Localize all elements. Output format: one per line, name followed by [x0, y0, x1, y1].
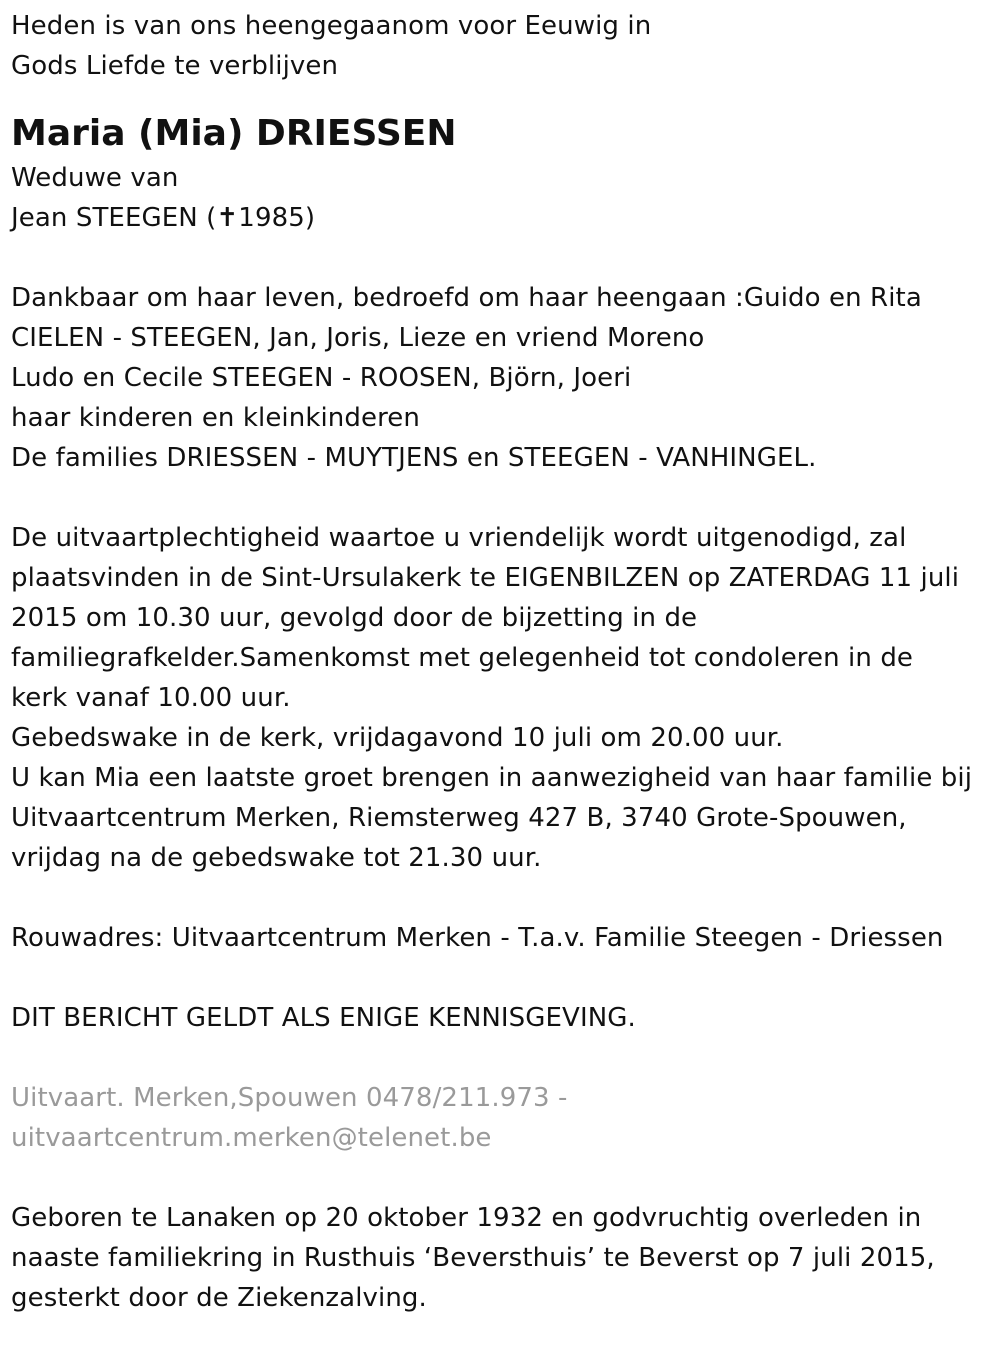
ceremony-line: De uitvaartplechtigheid waartoe u vriendelijk wordt uitgenodigd, zal [11, 523, 907, 553]
ceremony-line: kerk vanaf 10.00 uur. [11, 683, 291, 713]
spacer [11, 238, 991, 278]
ceremony-line: U kan Mia een laatste groet brengen in aanwezigheid van haar familie bij [11, 763, 973, 793]
family-line: haar kinderen en kleinkinderen [11, 403, 420, 433]
ceremony-line: plaatsvinden in de Sint-Ursulakerk te EIGENBILZEN op ZATERDAG 11 juli [11, 563, 960, 593]
birth-line: Geboren te Lanaken op 20 oktober 1932 en godvruchtig overleden in [11, 1203, 922, 1233]
ceremony-line: vrijdag na de gebedswake tot 21.30 uur. [11, 843, 542, 873]
family-line: Dankbaar om haar leven, bedroefd om haar heengaan :Guido en Rita [11, 283, 922, 313]
mourning-address: Rouwadres: Uitvaartcentrum Merken - T.a.v. Familie Steegen - Driessen [11, 923, 944, 953]
deceased-name: Maria (Mia) DRIESSEN [11, 113, 457, 154]
family-line: De families DRIESSEN - MUYTJENS en STEEGEN - VANHINGEL. [11, 443, 817, 473]
official-notice: DIT BERICHT GELDT ALS ENIGE KENNISGEVING. [11, 1003, 636, 1033]
funeral-home-email: uitvaartcentrum.merken@telenet.be [11, 1123, 492, 1153]
ceremony-line: Gebedswake in de kerk, vrijdagavond 10 juli om 20.00 uur. [11, 723, 784, 753]
spacer [11, 878, 991, 918]
birth-line: gesterkt door de Ziekenzalving. [11, 1283, 427, 1313]
ceremony-line: 2015 om 10.30 uur, gevolgd door de bijzetting in de [11, 603, 698, 633]
obituary-notice [11, 6, 991, 1318]
spouse-line-1: Weduwe van [11, 163, 179, 193]
spacer [11, 1038, 991, 1078]
funeral-home-line-1: Uitvaart. Merken,Spouwen 0478/211.973 - [11, 1083, 568, 1113]
ceremony-line: familiegrafkelder.Samenkomst met gelegenheid tot condoleren in de [11, 643, 914, 673]
birth-line: naaste familiekring in Rusthuis ‘Beversthuis’ te Beverst op 7 juli 2015, [11, 1243, 935, 1273]
spacer [11, 1158, 991, 1198]
spacer [11, 958, 991, 998]
family-line: Ludo en Cecile STEEGEN - ROOSEN, Björn, Joeri [11, 363, 632, 393]
spacer [11, 478, 991, 518]
spouse-line-2: Jean STEEGEN (✝1985) [11, 203, 316, 233]
ceremony-line: Uitvaartcentrum Merken, Riemsterweg 427 B, 3740 Grote-Spouwen, [11, 803, 907, 833]
intro-line-1: Heden is van ons heengegaanom voor Eeuwig in [11, 11, 652, 41]
intro-line-2: Gods Liefde te verblijven [11, 51, 339, 81]
family-line: CIELEN - STEEGEN, Jan, Joris, Lieze en vriend Moreno [11, 323, 705, 353]
